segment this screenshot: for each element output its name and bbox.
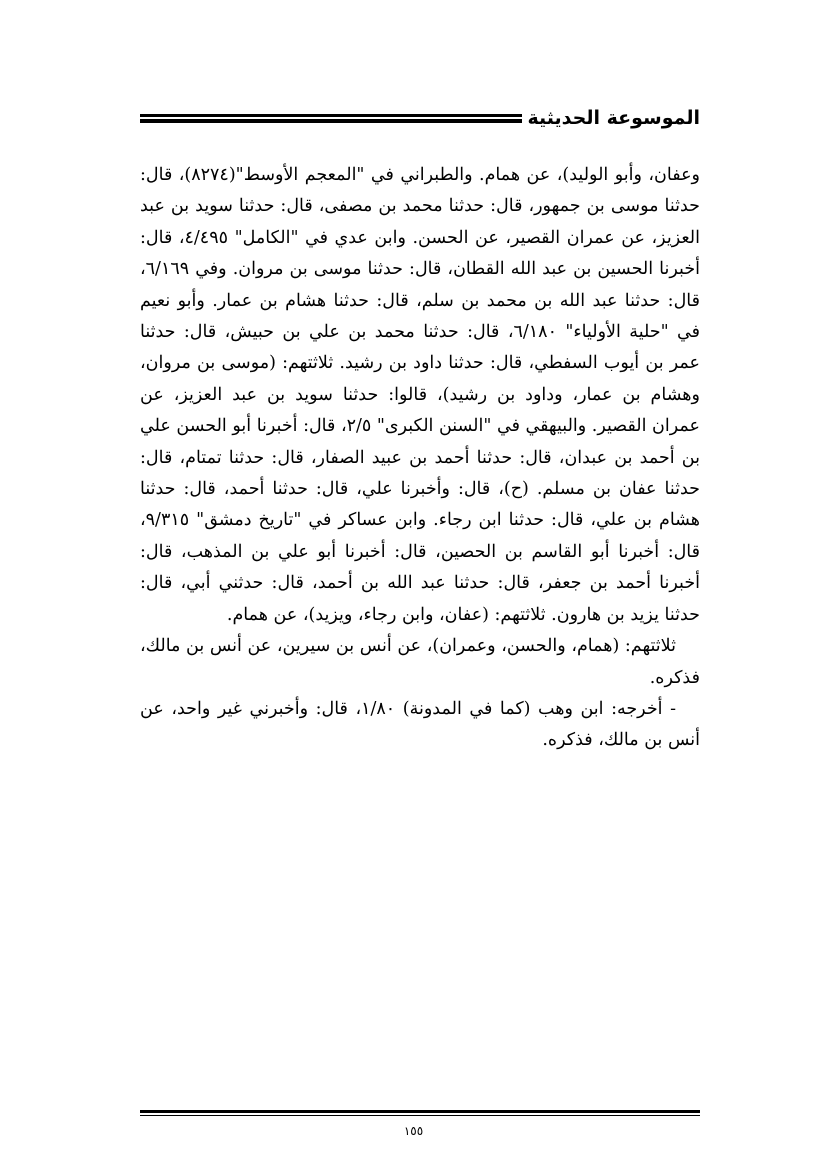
page-body bbox=[140, 160, 700, 757]
footer-rule bbox=[140, 1110, 700, 1116]
page-header bbox=[140, 104, 700, 134]
header-title: الموسوعة الحديثية bbox=[522, 106, 701, 130]
paragraph-sources: وعفان، وأبو الوليد)، عن همام. والطبراني في "المعجم الأوسط"(٨٢٧٤)، قال: حدثنا موسى بن جمهور، قال: حدثنا محمد بن مصفى، قال: حدثنا سويد بن عبد العزيز، عن عمران القصير، عن الحسن. وابن عدي في "الكامل" ٤/٤٩٥، قال: أخبرنا الحسين بن عبد الله القطان، قال: حدثنا موسى بن مروان. وفي ٦/١٦٩، قال: حدثنا عبد الله بن محمد بن سلم، قال: حدثنا هشام بن عمار. وأبو نعيم في "حلية الأولياء" ٦/١٨٠، قال: حدثنا محمد بن علي بن حبيش، قال: حدثنا عمر بن أيوب السفطي، قال: حدثنا داود بن رشيد. ثلاثتهم: (موسى بن مروان، وهشام بن عمار، وداود بن رشيد)، قالوا: حدثنا سويد بن عبد العزيز، عن عمران القصير. والبيهقي في "السنن الكبرى" ٢/٥، قال: أخبرنا أبو الحسن علي بن أحمد بن عبدان، قال: حدثنا أحمد بن عبيد الصفار، قال: حدثنا تمتام، قال: حدثنا عفان بن مسلم. (ح)، قال: وأخبرنا علي، قال: حدثنا أحمد، قال: حدثنا هشام بن علي، قال: حدثنا ابن رجاء. وابن عساكر في "تاريخ دمشق" ٩/٣١٥، قال: أخبرنا أبو القاسم بن الحصين، قال: أخبرنا أبو علي بن المذهب، قال: أخبرنا أحمد بن جعفر، قال: حدثنا عبد الله بن أحمد، قال: حدثني أبي، قال: حدثنا يزيد بن هارون. ثلاثتهم: (عفان، وابن رجاء، ويزيد)، عن همام. bbox=[139, 165, 700, 625]
paragraph-ibn-wahb: - أخرجه: ابن وهب (كما في المدونة) ١/٨٠، قال: وأخبرني غير واحد، عن أنس بن مالك، فذكره. bbox=[140, 698, 700, 751]
paragraph-summary: ثلاثتهم: (همام، والحسن، وعمران)، عن أنس بن سيرين، عن أنس بن مالك، فذكره. bbox=[140, 636, 700, 688]
page-number: ١٥٥ bbox=[403, 1124, 424, 1138]
